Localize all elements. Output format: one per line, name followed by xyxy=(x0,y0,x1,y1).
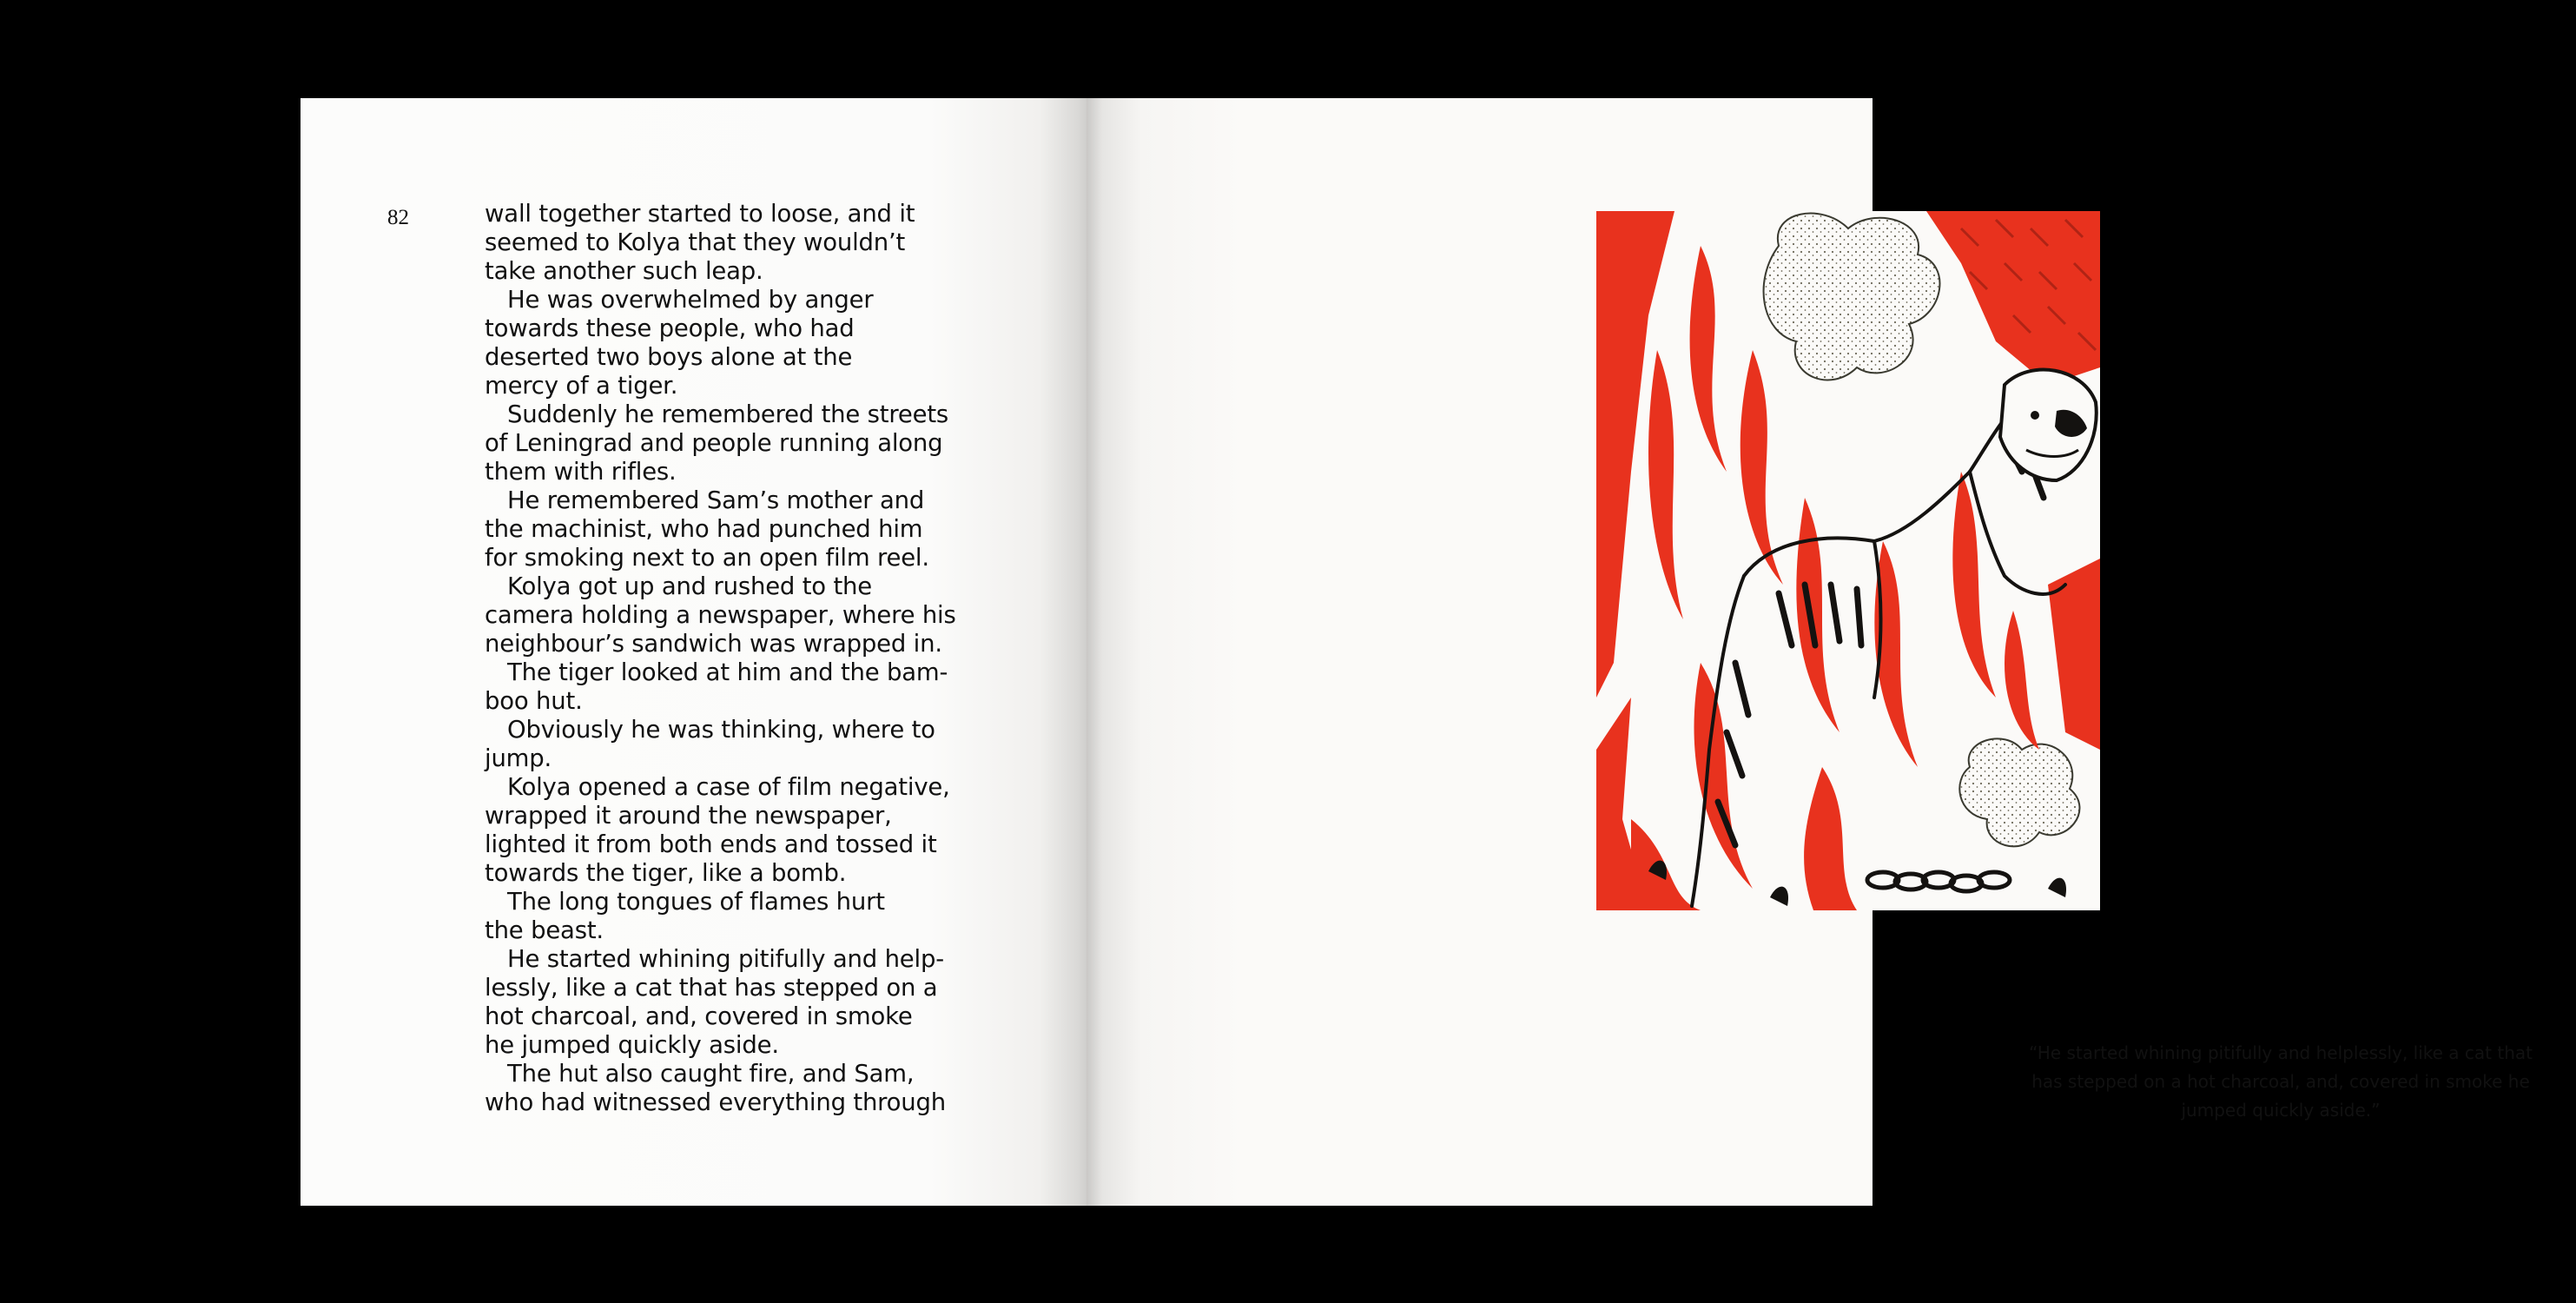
text-line: take another such leap. xyxy=(485,257,763,285)
text-line: the machinist, who had punched him xyxy=(485,515,923,543)
text-line: who had witnessed everything through xyxy=(485,1088,947,1116)
illustration-caption xyxy=(1985,1039,2576,1125)
text-line: towards these people, who had xyxy=(485,314,855,342)
left-page xyxy=(301,98,1087,1206)
text-line: boo hut. xyxy=(485,687,583,715)
text-line: for smoking next to an open film reel. xyxy=(485,544,929,572)
text-line: seemed to Kolya that they wouldn’t xyxy=(485,228,906,256)
book-spread xyxy=(301,98,2533,1206)
text-line: Kolya opened a case of film negative, xyxy=(507,773,950,801)
caption-line: jumped quickly aside.” xyxy=(2181,1100,2381,1121)
text-line: Obviously he was thinking, where to xyxy=(507,716,935,744)
text-line: He was overwhelmed by anger xyxy=(507,286,874,314)
text-line: towards the tiger, like a bomb. xyxy=(485,859,847,887)
text-line: the beast. xyxy=(485,916,604,944)
text-line: Kolya got up and rushed to the xyxy=(507,572,872,600)
text-line: camera holding a newspaper, where his xyxy=(485,601,956,629)
text-line: The tiger looked at him and the bam- xyxy=(507,658,948,686)
text-line: them with rifles. xyxy=(485,458,677,486)
text-line: The long tongues of flames hurt xyxy=(507,888,885,916)
illustration-art xyxy=(1596,211,2100,910)
right-page xyxy=(1087,98,2533,1206)
text-line: He started whining pitifully and help- xyxy=(507,945,944,973)
tiger-fire-illustration xyxy=(1596,211,2100,910)
page-number: 82 xyxy=(387,206,409,229)
text-line: The hut also caught fire, and Sam, xyxy=(507,1060,915,1088)
text-line: of Leningrad and people running along xyxy=(485,429,943,457)
text-line: hot charcoal, and, covered in smoke xyxy=(485,1002,913,1030)
text-line: deserted two boys alone at the xyxy=(485,343,853,371)
body-text xyxy=(485,200,997,1117)
text-line: lessly, like a cat that has stepped on a xyxy=(485,974,938,1002)
text-line: lighted it from both ends and tossed it xyxy=(485,830,937,858)
text-line: jump. xyxy=(485,744,552,772)
text-line: Suddenly he remembered the streets xyxy=(507,400,949,428)
caption-line: “He started whining pitifully and helplessly, like a cat that xyxy=(2029,1042,2533,1063)
text-line: wrapped it around the newspaper, xyxy=(485,802,892,830)
text-line: wall together started to loose, and it xyxy=(485,200,915,228)
caption-line: has stepped on a hot charcoal, and, covered in smoke he xyxy=(2031,1071,2530,1092)
text-line: he jumped quickly aside. xyxy=(485,1031,779,1059)
text-line: neighbour’s sandwich was wrapped in. xyxy=(485,630,942,658)
text-line: mercy of a tiger. xyxy=(485,372,678,400)
text-line: He remembered Sam’s mother and xyxy=(507,486,925,514)
